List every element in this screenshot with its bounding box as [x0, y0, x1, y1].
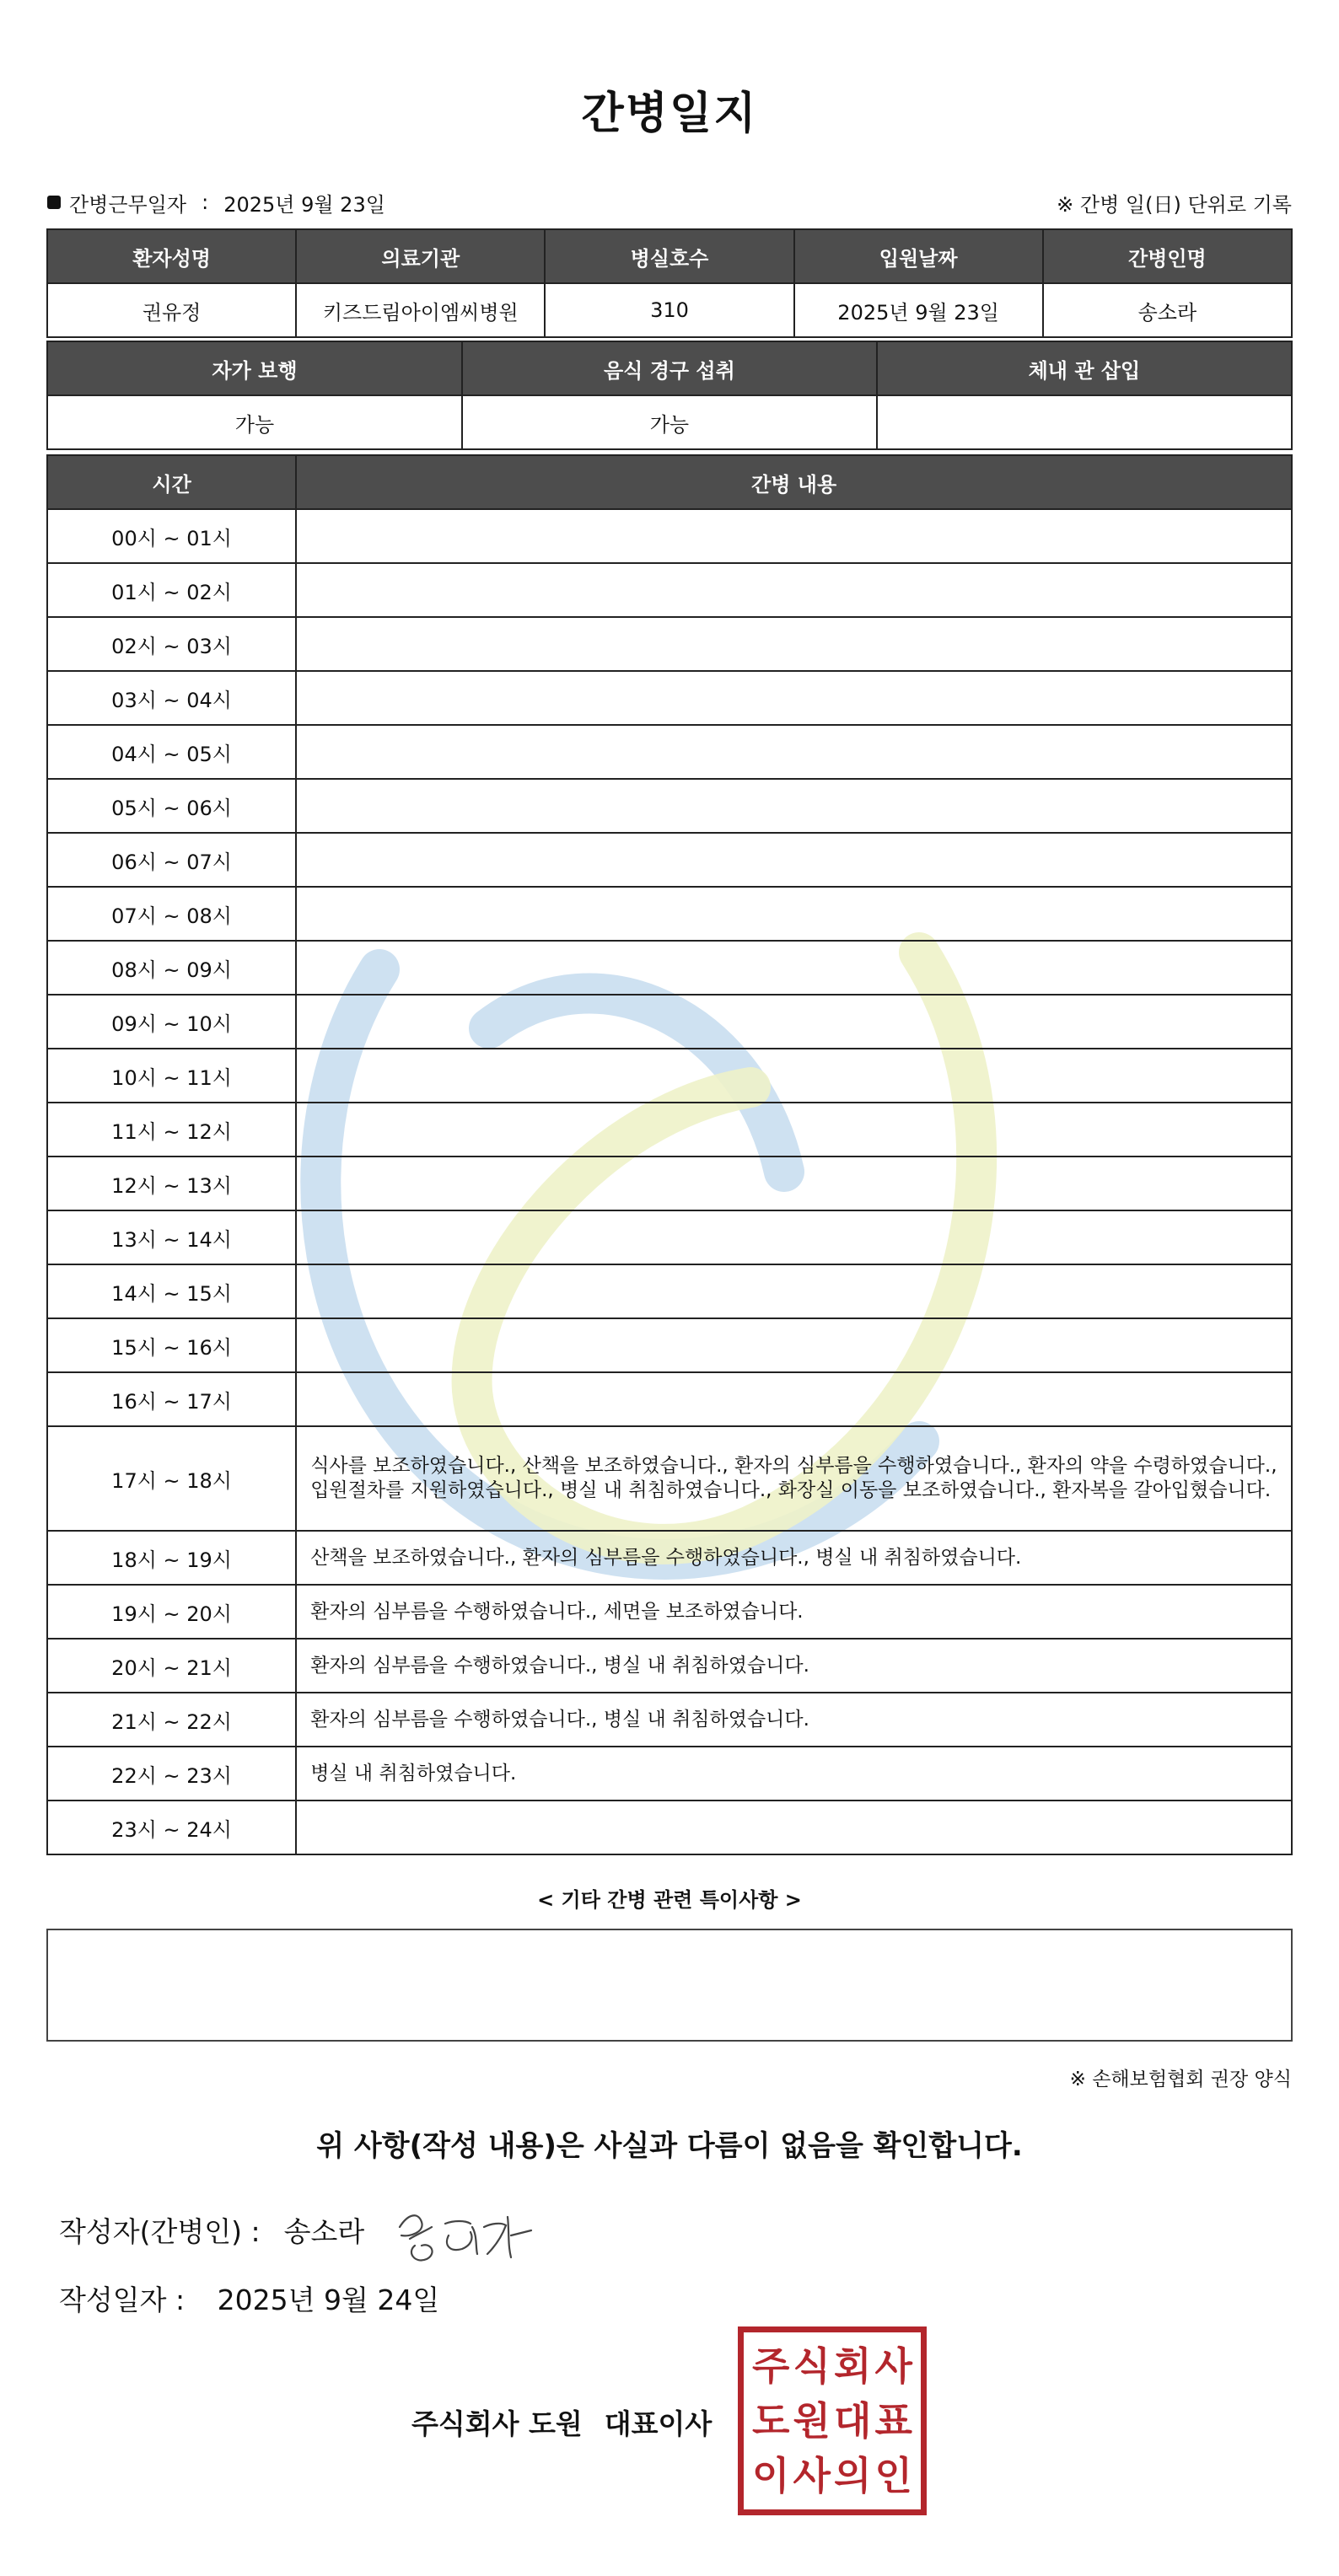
care-log-body	[47, 509, 1292, 1854]
care-log-content: 환자의 심부름을 수행하였습니다., 세면을 보조하였습니다.	[296, 1585, 1292, 1639]
care-log-time: 19시 ~ 20시	[47, 1585, 296, 1639]
care-log-time: 22시 ~ 23시	[47, 1747, 296, 1801]
seal-character: 원	[793, 2397, 831, 2444]
work-date-group	[47, 188, 385, 217]
notes-title: < 기타 간병 관련 특이사항 >	[537, 1888, 802, 1912]
written-date-value: 2025년 9월 24일	[217, 2284, 440, 2316]
company-seal-stamp	[738, 2326, 927, 2515]
header-tube-insertion: 체내 관 삽입	[877, 341, 1292, 395]
header-patient-name: 환자성명	[47, 229, 296, 283]
care-log-content	[296, 995, 1292, 1049]
status-value-row	[47, 395, 1292, 449]
care-log-content: 환자의 심부름을 수행하였습니다., 병실 내 취침하였습니다.	[296, 1639, 1292, 1693]
header-self-walking: 자가 보행	[47, 341, 462, 395]
care-log-time: 09시 ~ 10시	[47, 995, 296, 1049]
self-walking-value: 가능	[47, 395, 462, 449]
care-log-content	[296, 1157, 1292, 1210]
care-log-content	[296, 887, 1292, 941]
care-log-time: 00시 ~ 01시	[47, 509, 296, 563]
care-log-time: 10시 ~ 11시	[47, 1049, 296, 1103]
care-log-content	[296, 671, 1292, 725]
confirmation-statement: 위 사항(작성 내용)은 사실과 다름이 없음을 확인합니다.	[316, 2129, 1023, 2163]
care-log-content	[296, 725, 1292, 779]
seal-character: 표	[874, 2397, 912, 2444]
care-log-row	[47, 1426, 1292, 1531]
seal-character: 인	[874, 2452, 912, 2498]
hospital-name: 키즈드림아이엠씨병원	[296, 283, 545, 337]
care-log-row	[47, 725, 1292, 779]
written-date-label: 작성일자 :	[59, 2284, 186, 2316]
status-header-row	[47, 341, 1292, 395]
care-log-time: 13시 ~ 14시	[47, 1210, 296, 1264]
care-log-row	[47, 1801, 1292, 1854]
written-date-row	[59, 2278, 439, 2318]
header-care-content: 간병 내용	[296, 455, 1292, 509]
work-date-colon: :	[202, 191, 209, 214]
care-log-row	[47, 1103, 1292, 1157]
patient-status-table	[46, 341, 1293, 450]
care-log-time: 21시 ~ 22시	[47, 1693, 296, 1747]
notes-box	[46, 1929, 1293, 2042]
caregiver-name: 송소라	[1043, 283, 1292, 337]
oral-intake-value: 가능	[462, 395, 877, 449]
care-log-content: 산책을 보조하였습니다., 환자의 심부름을 수행하였습니다., 병실 내 취침하였습니다.	[296, 1531, 1292, 1585]
care-log-time: 17시 ~ 18시	[47, 1426, 296, 1531]
seal-character: 사	[874, 2343, 912, 2390]
care-log-time: 01시 ~ 02시	[47, 563, 296, 617]
care-log-content	[296, 509, 1292, 563]
care-log-row	[47, 779, 1292, 833]
seal-character: 식	[793, 2343, 831, 2390]
signer-row	[59, 2210, 364, 2250]
care-log-time: 20시 ~ 21시	[47, 1639, 296, 1693]
care-log-row	[47, 1747, 1292, 1801]
care-log-time: 06시 ~ 07시	[47, 833, 296, 887]
seal-character: 대	[834, 2397, 872, 2444]
signer-label: 작성자(간병인) :	[59, 2215, 261, 2248]
seal-character: 회	[834, 2343, 872, 2390]
care-log-row	[47, 1585, 1292, 1639]
care-log-time: 07시 ~ 08시	[47, 887, 296, 941]
header-oral-intake: 음식 경구 섭취	[462, 341, 877, 395]
care-log-time: 04시 ~ 05시	[47, 725, 296, 779]
form-source-note: ※ 손해보험협회 권장 양식	[1069, 2069, 1292, 2090]
record-note: ※ 간병 일(日) 단위로 기록	[1057, 192, 1292, 217]
care-log-content	[296, 833, 1292, 887]
care-log-row	[47, 1049, 1292, 1103]
care-log-content	[296, 1103, 1292, 1157]
care-log-content: 식사를 보조하였습니다., 산책을 보조하였습니다., 환자의 심부름을 수행하였습니다., 환자의 약을 수령하였습니다., 입원절차를 지원하였습니다., 병실 내 취침하였습니다., 화장실 이동을 보조하였습니다., 환자복을 갈아입혔습니다.	[296, 1426, 1292, 1531]
patient-name: 권유정	[47, 283, 296, 337]
header-time: 시간	[47, 455, 296, 509]
meta-row	[47, 184, 1292, 221]
company-name: 주식회사 도원	[411, 2407, 583, 2440]
care-log-time: 08시 ~ 09시	[47, 941, 296, 995]
care-log-content	[296, 779, 1292, 833]
square-bullet-icon	[47, 196, 61, 209]
care-log-row	[47, 509, 1292, 563]
care-log-time: 02시 ~ 03시	[47, 617, 296, 671]
care-log-time: 18시 ~ 19시	[47, 1531, 296, 1585]
room-number: 310	[545, 283, 793, 337]
care-log-time: 16시 ~ 17시	[47, 1372, 296, 1426]
company-line	[411, 2402, 712, 2442]
care-log-row	[47, 833, 1292, 887]
care-log-row	[47, 1531, 1292, 1585]
handwritten-signature-icon	[390, 2202, 541, 2269]
care-log-content	[296, 1318, 1292, 1372]
care-log-row	[47, 1210, 1292, 1264]
document-title: 간병일지	[581, 89, 758, 139]
care-log-row	[47, 617, 1292, 671]
care-log-row	[47, 671, 1292, 725]
care-log-row	[47, 887, 1292, 941]
care-log-content	[296, 1372, 1292, 1426]
signer-name: 송소라	[283, 2215, 365, 2248]
patient-info-value-row	[47, 283, 1292, 337]
care-log-content: 병실 내 취침하였습니다.	[296, 1747, 1292, 1801]
care-log-row	[47, 563, 1292, 617]
work-date-value: 2025년 9월 23일	[223, 192, 385, 217]
care-log-header-row	[47, 455, 1292, 509]
care-log-content	[296, 1801, 1292, 1854]
care-log-row	[47, 995, 1292, 1049]
care-log-time: 05시 ~ 06시	[47, 779, 296, 833]
seal-character: 도	[752, 2397, 790, 2444]
patient-info-table	[46, 228, 1293, 338]
work-date-label: 간병근무일자	[69, 192, 187, 217]
header-admission-date: 입원날짜	[794, 229, 1043, 283]
tube-insertion-value	[877, 395, 1292, 449]
care-log-content	[296, 563, 1292, 617]
seal-character: 사	[793, 2452, 831, 2498]
seal-characters	[750, 2339, 914, 2503]
care-log-time: 03시 ~ 04시	[47, 671, 296, 725]
care-log-row	[47, 1693, 1292, 1747]
care-log-time: 14시 ~ 15시	[47, 1264, 296, 1318]
care-log-row	[47, 1639, 1292, 1693]
header-room-number: 병실호수	[545, 229, 793, 283]
care-log-table	[46, 454, 1293, 1855]
care-log-content	[296, 1210, 1292, 1264]
admission-date: 2025년 9월 23일	[794, 283, 1043, 337]
care-log-row	[47, 1157, 1292, 1210]
seal-character: 주	[752, 2343, 790, 2390]
care-log-content	[296, 1049, 1292, 1103]
care-log-row	[47, 1318, 1292, 1372]
care-log-row	[47, 1372, 1292, 1426]
care-log-time: 12시 ~ 13시	[47, 1157, 296, 1210]
care-log-row	[47, 1264, 1292, 1318]
care-log-content	[296, 941, 1292, 995]
care-log-time: 23시 ~ 24시	[47, 1801, 296, 1854]
seal-character: 의	[834, 2452, 872, 2498]
patient-info-header-row	[47, 229, 1292, 283]
care-log-time: 15시 ~ 16시	[47, 1318, 296, 1372]
seal-character: 이	[752, 2452, 790, 2498]
header-caregiver-name: 간병인명	[1043, 229, 1292, 283]
care-log-row	[47, 941, 1292, 995]
care-log-content	[296, 1264, 1292, 1318]
care-log-time: 11시 ~ 12시	[47, 1103, 296, 1157]
care-log-content: 환자의 심부름을 수행하였습니다., 병실 내 취침하였습니다.	[296, 1693, 1292, 1747]
care-log-content	[296, 617, 1292, 671]
header-hospital: 의료기관	[296, 229, 545, 283]
company-representative-title: 대표이사	[604, 2407, 713, 2440]
